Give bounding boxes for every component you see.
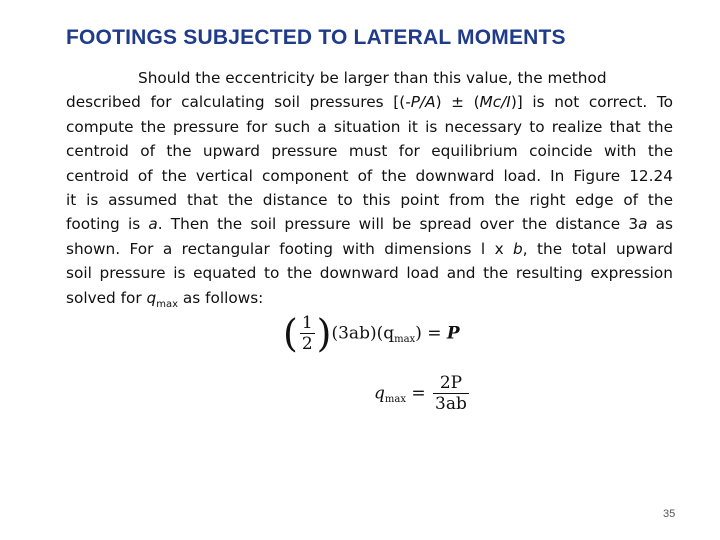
paragraph-line: Should the eccentricity be larger than this value, the method — [138, 69, 607, 87]
subscript: max — [156, 298, 179, 310]
text-run-italic: b — [513, 239, 523, 258]
text-run-italic: a — [638, 215, 648, 234]
fraction-denominator: 2 — [301, 334, 313, 354]
body-paragraph — [66, 66, 673, 310]
subscript: max — [394, 334, 416, 345]
text-run: solved for — [66, 288, 147, 307]
text-run: as — [647, 215, 673, 234]
equation-rhs: P — [446, 323, 460, 344]
text-run-italic: Mc/I — [479, 93, 511, 112]
fraction-denominator: 3ab — [435, 394, 467, 414]
text-run: as follows: — [178, 288, 264, 307]
paragraph-line — [66, 237, 673, 261]
paragraph-line: centroid of the vertical component of the downward load. In Figure 12.24 — [66, 166, 673, 185]
fraction-qmax — [433, 373, 469, 414]
paragraph-line — [66, 212, 673, 236]
text-run: shown. For a rectangular footing with dimensions l x — [66, 239, 514, 258]
text-run: described for calculating soil pressures [( — [66, 93, 406, 112]
paragraph-line — [66, 286, 673, 310]
equation-qmax — [374, 373, 471, 414]
text-run: , the total upward — [522, 239, 673, 258]
slide-title: FOOTINGS SUBJECTED TO LATERAL MOMENTS — [66, 26, 566, 49]
text-run-italic: -P/A — [405, 93, 436, 112]
paragraph-line — [66, 90, 673, 114]
paren-close: ) — [316, 311, 332, 356]
fraction-numerator: 1 — [301, 313, 313, 333]
equation-term: ) = — [415, 323, 447, 344]
paren-open: ( — [283, 311, 298, 356]
equation-equilibrium — [283, 313, 460, 354]
paragraph-line: compute the pressure for such a situation it is necessary to realize that the — [66, 117, 673, 136]
text-run-italic: q — [146, 288, 157, 307]
fraction-half — [300, 313, 315, 354]
text-run-italic: a — [148, 215, 158, 234]
text-run: )] is not correct. To — [510, 93, 674, 112]
equation-term: (3ab)(q — [331, 323, 395, 344]
subscript: max — [384, 394, 406, 405]
page-number: 35 — [663, 508, 676, 520]
equals-sign: = — [405, 383, 432, 404]
text-run: ) ± ( — [435, 93, 480, 112]
text-run: footing is — [66, 215, 149, 234]
equation-lhs: q — [374, 383, 385, 404]
text-run: . Then the soil pressure will be spread over the distance 3 — [157, 215, 639, 234]
paragraph-line: it is assumed that the distance to this point from the right edge of the — [66, 190, 673, 209]
fraction-numerator: 2P — [433, 373, 469, 394]
paragraph-line: centroid of the upward pressure must for equilibrium coincide with the — [66, 142, 673, 161]
paragraph-line: soil pressure is equated to the downward load and the resulting expression — [66, 264, 673, 283]
